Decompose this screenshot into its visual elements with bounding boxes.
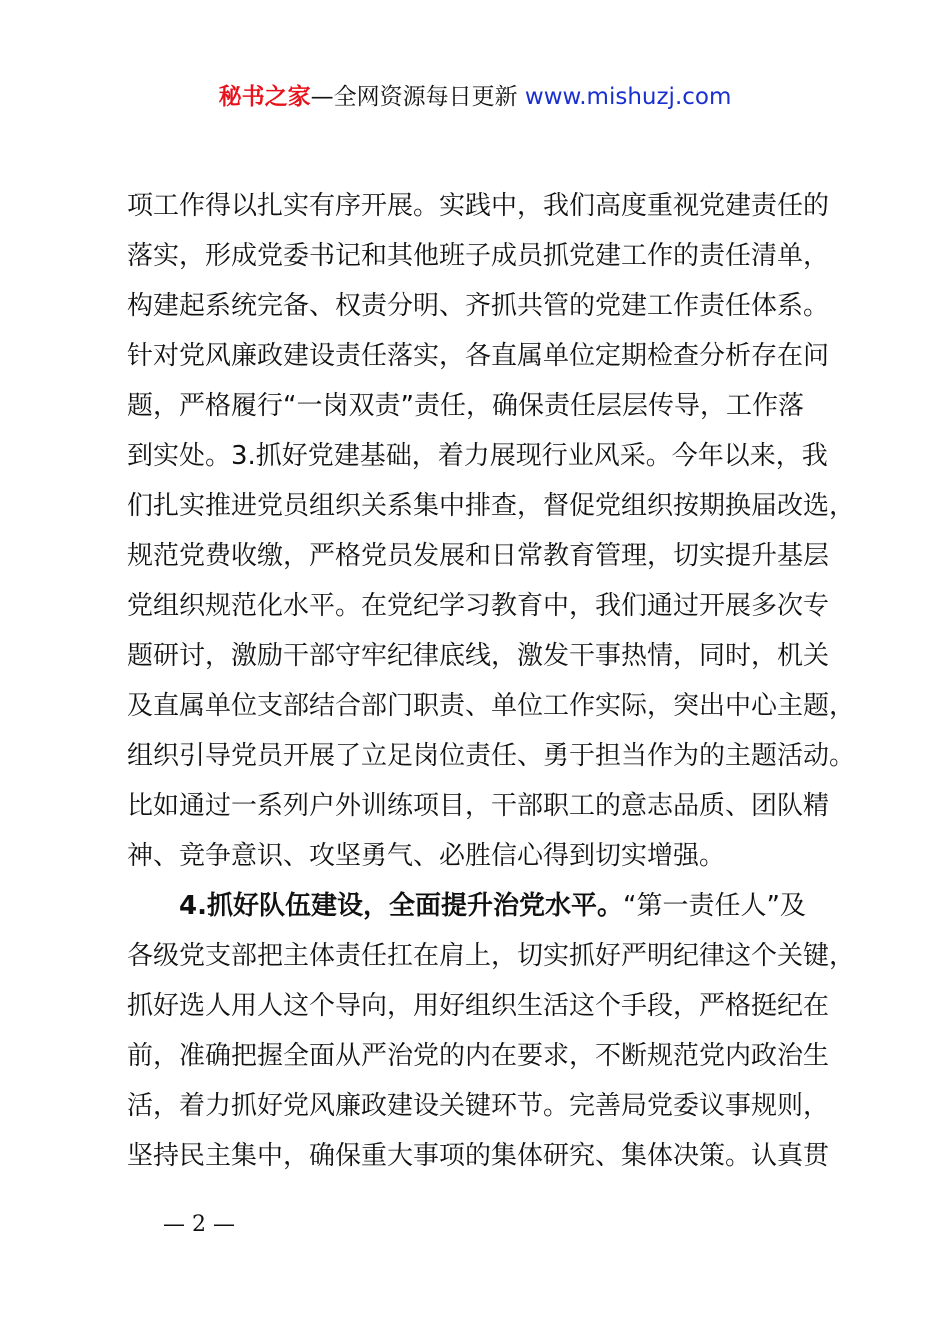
body-line: 及直属单位支部结合部门职责、单位工作实际，突出中心主题， <box>127 691 856 721</box>
body-line: 针对党风廉政建设责任落实，各直属单位定期检查分析存在问 <box>127 341 830 371</box>
body-line: 落实，形成党委书记和其他班子成员抓党建工作的责任清单， <box>127 241 830 271</box>
site-brand: 秘书之家 <box>218 84 311 110</box>
body-line: 抓好选人用人这个导向，用好组织生活这个手段，严格挺纪在 <box>127 991 830 1021</box>
body-line: 比如通过一系列户外训练项目，干部职工的意志品质、团队精 <box>127 791 830 821</box>
site-url[interactable]: www.mishuzj.com <box>524 84 732 110</box>
body-line: 题，严格履行“一岗双责”责任，确保责任层层传导，工作落 <box>127 391 804 421</box>
section-4-first-line <box>127 881 859 931</box>
page-number: — 2 — <box>163 1212 235 1237</box>
body-line: 构建起系统完备、权责分明、齐抓共管的党建工作责任体系。 <box>127 291 830 321</box>
body-line: 项工作得以扎实有序开展。实践中，我们高度重视党建责任的 <box>127 191 830 221</box>
body-line: 到实处。3.抓好党建基础，着力展现行业风采。今年以来，我 <box>127 441 828 471</box>
site-tagline: —全网资源每日更新 <box>310 84 525 110</box>
body-line: 神、竞争意识、攻坚勇气、必胜信心得到切实增强。 <box>127 841 726 871</box>
document-body <box>127 181 859 1181</box>
body-line: 坚持民主集中，确保重大事项的集体研究、集体决策。认真贯 <box>127 1141 830 1171</box>
body-line: 组织引导党员开展了立足岗位责任、勇于担当作为的主题活动。 <box>127 741 856 771</box>
body-line: 题研讨，激励干部守牢纪律底线，激发干事热情，同时，机关 <box>127 641 830 671</box>
body-line: 规范党费收缴，严格党员发展和日常教育管理，切实提升基层 <box>127 541 830 571</box>
site-banner <box>0 80 950 114</box>
section-4-lead-text: “第一责任人”及 <box>622 891 806 921</box>
body-line: 们扎实推进党员组织关系集中排查，督促党组织按期换届改选， <box>127 491 856 521</box>
body-line: 活，着力抓好党风廉政建设关键环节。完善局党委议事规则， <box>127 1091 830 1121</box>
body-line: 前，准确把握全面从严治党的内在要求，不断规范党内政治生 <box>127 1041 830 1071</box>
section-4-heading: 4.抓好队伍建设，全面提升治党水平。 <box>179 891 623 921</box>
body-line: 党组织规范化水平。在党纪学习教育中，我们通过开展多次专 <box>127 591 830 621</box>
body-line: 各级党支部把主体责任扛在肩上，切实抓好严明纪律这个关键， <box>127 941 856 971</box>
